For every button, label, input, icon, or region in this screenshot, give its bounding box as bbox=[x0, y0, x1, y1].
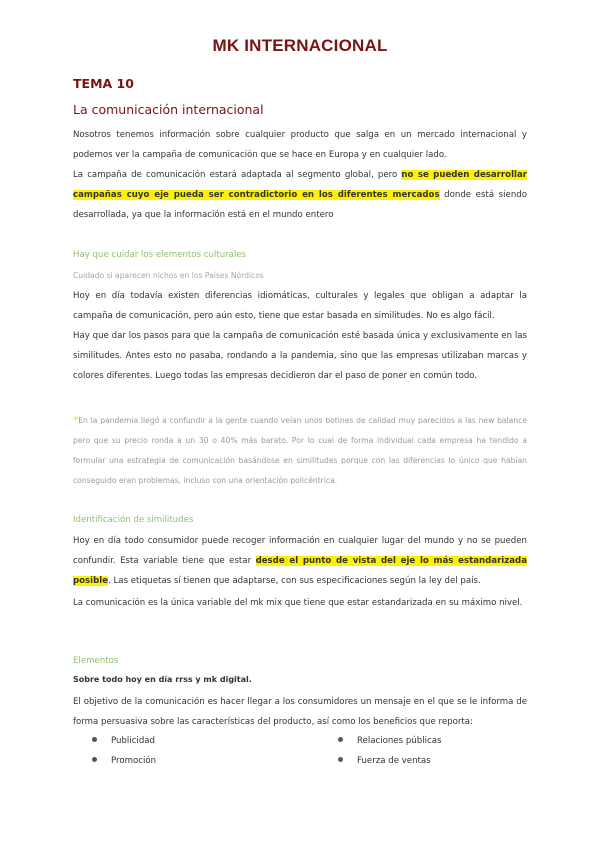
bullet-dot-icon bbox=[338, 757, 343, 762]
bullet-item-left-2 bbox=[92, 756, 156, 766]
note-star-icon: * bbox=[73, 415, 79, 426]
bullet-label: Publicidad bbox=[111, 736, 155, 746]
bullet-label: Relaciones públicas bbox=[357, 736, 442, 746]
intro-paragraph-2 bbox=[73, 165, 527, 225]
cultural-note-text: En la pandemia llegó a confundir a la gente cuando veían unos botines de calidad muy parecidos a las new balance pero que su precio ronda a un 30 o 40% más barato. Por lo cual de forma individual cada empresa ha tendido a formular una estrategia de comunicación basándose en similitudes porque con las diferencias lo único que habían conseguido eran problemas, incluso con una orientación policéntrica. bbox=[73, 416, 527, 485]
intro-paragraph-1: Nosotros tenemos información sobre cualquier producto que salga en un mercado internacional y podemos ver la campaña de comunicación que se hace en Europa y en cualquier lado. bbox=[73, 130, 527, 160]
document-title: MK INTERNACIONAL bbox=[212, 36, 388, 55]
bullet-item-left-1 bbox=[92, 736, 155, 746]
intro-paragraph-2-text-b: donde está siendo desarrollada, ya que la información está en el mundo entero bbox=[73, 190, 527, 220]
section-cultural-subheading: Cuidado si aparecen nichos en los Países Nórdicos bbox=[73, 271, 264, 280]
intro-highlight: no se pueden desarrollar campañas cuyo eje pueda ser contradictorio en los diferentes mercados bbox=[73, 170, 527, 200]
bullet-item-right-1 bbox=[338, 736, 441, 746]
bullet-dot-icon bbox=[338, 737, 343, 742]
section-similarities-heading: Identificación de similitudes bbox=[73, 515, 194, 525]
elements-bold-line: Sobre todo hoy en día rrss y mk digital. bbox=[73, 675, 252, 684]
elements-paragraph: El objetivo de la comunicación es hacer llegar a los consumidores un mensaje en el que se le informa de forma persuasiva sobre las características del producto, así como los beneficios que reporta: bbox=[73, 697, 527, 727]
section-heading: La comunicación internacional bbox=[73, 102, 264, 117]
similarities-text-b: . Las etiquetas sí tienen que adaptarse, con sus especificaciones según la ley del país. bbox=[108, 576, 481, 586]
cultural-paragraph-1: Hoy en día todavía existen diferencias idiomáticas, culturales y legales que obligan a adaptar la campaña de comunicación, pero aún esto, tiene que estar basada en similitudes. No es algo fácil. bbox=[73, 291, 527, 321]
bullet-dot-icon bbox=[92, 737, 97, 742]
topic-heading: TEMA 10 bbox=[73, 76, 134, 91]
bullet-label: Promoción bbox=[111, 756, 157, 766]
bullet-dot-icon bbox=[92, 757, 97, 762]
similarities-highlight: desde el punto de vista del eje lo más estandarizada posible bbox=[73, 556, 528, 586]
bullet-item-right-2 bbox=[338, 756, 431, 766]
section-elements-heading: Elementos bbox=[73, 656, 119, 666]
similarities-paragraph-2: La comunicación es la única variable del mk mix que tiene que estar estandarizada en su máximo nivel. bbox=[73, 598, 523, 608]
bullet-label: Fuerza de ventas bbox=[357, 756, 431, 766]
similarities-paragraph-1 bbox=[73, 531, 527, 591]
cultural-paragraph-2: Hay que dar los pasos para que la campaña de comunicación esté basada única y exclusivamente en las similitudes. Antes esto no pasaba, rondando a la pandemia, sino que las empresas utilizaban marcas y colores diferentes. Luego todas las empresas decidieron dar el paso de poner en común todo. bbox=[73, 331, 527, 381]
similarities-text-a: Hoy en día todo consumidor puede recoger información en cualquier lugar del mundo y no se pueden confundir. Esta variable tiene que estar bbox=[73, 536, 527, 566]
section-cultural-heading: Hay que cuidar los elementos culturales bbox=[73, 250, 247, 260]
intro-paragraph-2-text-a: La campaña de comunicación estará adaptada al segmento global, pero bbox=[73, 170, 402, 180]
cultural-note bbox=[73, 411, 527, 491]
